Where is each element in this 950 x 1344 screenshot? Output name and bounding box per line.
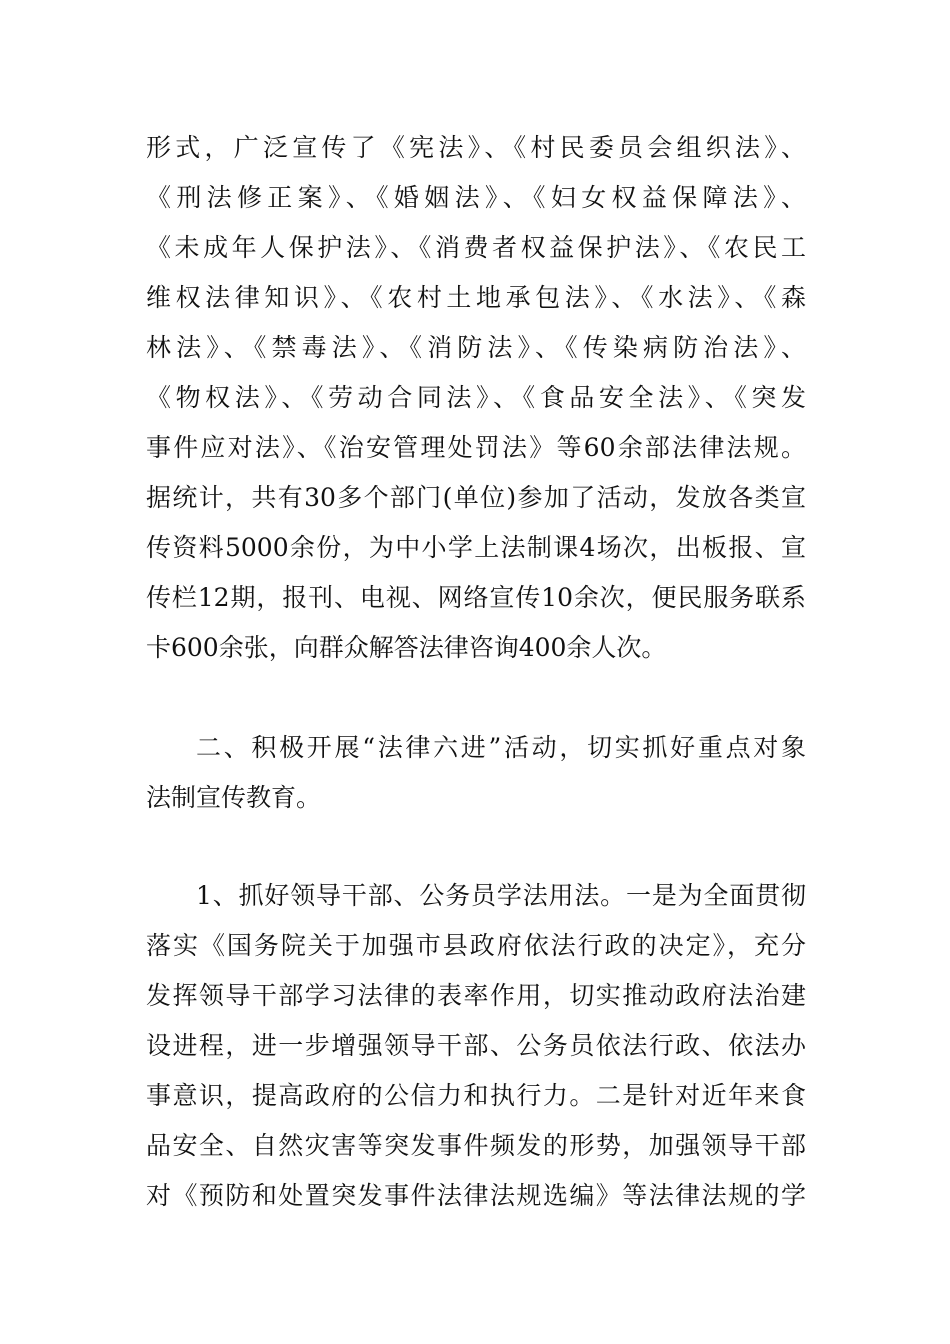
text-line: 《未成年人保护法》、《消费者权益保护法》、《农民工	[146, 233, 806, 262]
text-line: 卡600余张，向群众解答法律咨询400余人次。	[146, 633, 667, 662]
section-heading-line: 法制宣传教育。	[146, 783, 322, 812]
text-line: 林法》、《禁毒法》、《消防法》、《传染病防治法》、	[146, 333, 806, 362]
text-line: 据统计，共有30多个部门(单位)参加了活动，发放各类宣	[146, 483, 806, 512]
text-line: 维权法律知识》、《农村土地承包法》、《水法》、《森	[146, 283, 806, 312]
text-line: 发挥领导干部学习法律的表率作用，切实推动政府法治建	[146, 981, 806, 1010]
text-line: 事意识，提高政府的公信力和执行力。二是针对近年来食	[146, 1081, 806, 1110]
text-line: 品安全、自然灾害等突发事件频发的形势，加强领导干部	[146, 1131, 806, 1160]
text-line: 《物权法》、《劳动合同法》、《食品安全法》、《突发	[146, 383, 806, 412]
text-line: 传资料5000余份，为中小学上法制课4场次，出板报、宣	[146, 533, 806, 562]
text-line: 设进程，进一步增强领导干部、公务员依法行政、依法办	[146, 1031, 806, 1060]
text-line: 对《预防和处置突发事件法律法规选编》等法律法规的学	[146, 1181, 806, 1210]
text-line: 事件应对法》、《治安管理处罚法》等60余部法律法规。	[146, 433, 806, 462]
text-line: 传栏12期，报刊、电视、网络宣传10余次，便民服务联系	[146, 583, 806, 612]
text-line: 形式，广泛宣传了《宪法》、《村民委员会组织法》、	[146, 133, 806, 162]
section-heading-line: 二、积极开展“法律六进”活动，切实抓好重点对象	[196, 733, 806, 762]
text-line: 落实《国务院关于加强市县政府依法行政的决定》，充分	[146, 931, 806, 960]
text-line: 《刑法修正案》、《婚姻法》、《妇女权益保障法》、	[146, 183, 806, 212]
text-line: 1、抓好领导干部、公务员学法用法。一是为全面贯彻	[196, 881, 806, 910]
